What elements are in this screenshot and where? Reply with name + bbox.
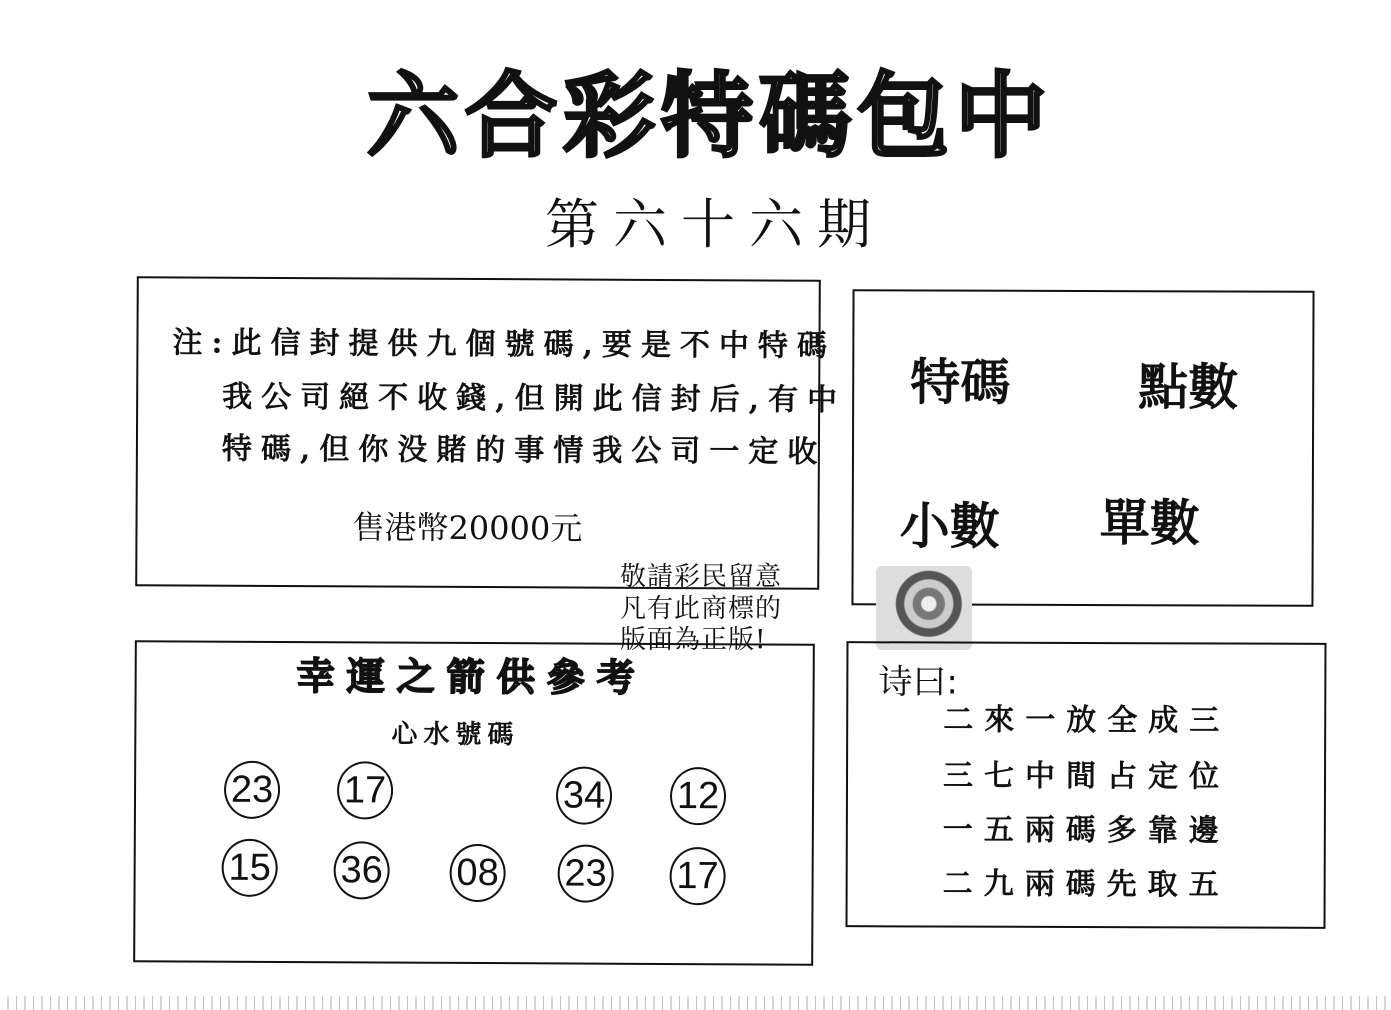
- attr-odd: 單數: [1099, 494, 1200, 553]
- poem-line-3: 一五兩碼多靠邊: [942, 812, 1230, 849]
- issue-number: 第六十六期: [545, 193, 885, 256]
- notice-line-1: 敬請彩民留意: [620, 562, 783, 592]
- poem-line-1: 二來一放全成三: [943, 702, 1231, 739]
- number-ball: 15: [222, 839, 278, 897]
- attr-points: 點數: [1138, 358, 1239, 417]
- number-ball: 34: [556, 766, 612, 824]
- number-ball: 17: [337, 761, 393, 819]
- number-ball: 23: [557, 844, 613, 902]
- poem-heading: 诗曰:: [878, 662, 958, 703]
- number-ball: 12: [670, 767, 726, 825]
- number-ball: 23: [224, 761, 280, 819]
- poem-line-2: 三七中間占定位: [942, 758, 1231, 795]
- lucky-numbers-box: [133, 640, 815, 966]
- note-line-1: 注:此信封提供九個號碼,要是不中特碼: [172, 325, 837, 364]
- page-title: 六合彩特碼包中: [366, 62, 1053, 170]
- attr-special-code: 特碼: [910, 353, 1011, 412]
- brand-logo-image: [876, 566, 972, 650]
- number-ball: 17: [669, 847, 725, 905]
- note-line-3: 特碼,但你没賭的事情我公司一定收: [221, 431, 827, 470]
- note-box: [135, 276, 847, 590]
- lucky-subtitle: 心水號碼: [391, 719, 520, 751]
- number-ball: 08: [449, 844, 505, 902]
- price-text: 售港幣20000元: [352, 508, 583, 548]
- attr-small: 小數: [899, 497, 1000, 556]
- poem-box: [846, 641, 1327, 929]
- notice-line-3: 版面為正版!: [620, 625, 767, 656]
- notice-line-2: 凡有此商標的: [620, 593, 783, 624]
- scan-edge: [0, 996, 1391, 1010]
- note-line-2: 我公司絕不收錢,但開此信封后,有中: [222, 379, 847, 418]
- lucky-title: 幸運之箭供參考: [296, 653, 647, 700]
- number-ball: 36: [333, 841, 389, 899]
- poem-line-4: 二九兩碼先取五: [942, 866, 1230, 903]
- attributes-box: [851, 289, 1314, 607]
